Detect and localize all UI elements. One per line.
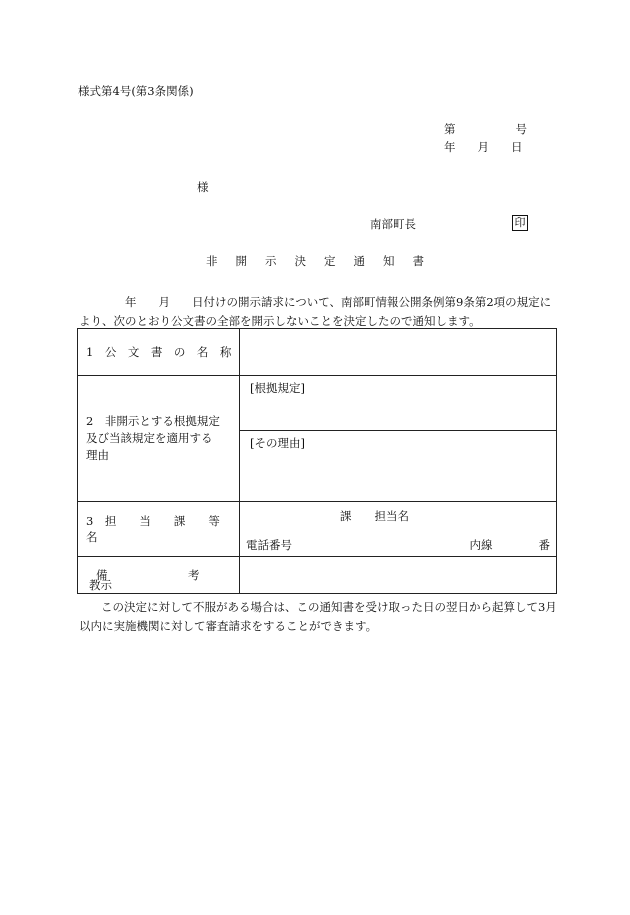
- department-person: 課 担当名: [340, 509, 409, 523]
- document-name-label: 1 公 文 書 の 名 称: [78, 329, 240, 376]
- body-text: 日付けの開示請求について、南部町情報公開条例第9条第2項の規定により、次のとおり公文書の全部を開示しないことを決定したので通知します。: [79, 295, 552, 328]
- title-char: 非: [206, 254, 218, 268]
- notice-text: この決定に対して不服がある場合は、この通知書を受け取った日の翌日から起算して3月以内に実施機関に対して審査請求をすることができます。: [79, 600, 557, 633]
- date-month: 月: [477, 140, 489, 154]
- department-cell: [240, 502, 557, 557]
- reason-cell: [240, 431, 557, 502]
- remarks-label: 備 考: [78, 557, 240, 594]
- remarks-value: [240, 557, 557, 594]
- document-name-value: [240, 329, 557, 376]
- form-number: 様式第4号(第3条関係): [78, 84, 194, 98]
- department-label: 3 担 当 課 等 名: [78, 502, 240, 557]
- phone-label: 電話番号: [246, 538, 292, 552]
- addressee: 様: [197, 180, 209, 194]
- doc-number-suffix: 号: [515, 122, 527, 136]
- reason-label-line: 理由: [86, 448, 109, 462]
- title-char: 定: [324, 254, 336, 268]
- body-paragraph: [79, 293, 559, 331]
- extension-label: 内線 番: [469, 538, 550, 552]
- sender-name: 南部町長: [370, 217, 416, 231]
- details-table: [77, 328, 557, 594]
- reason-label-line: 2 非開示とする根拠規定: [86, 414, 220, 428]
- date-day: 日: [511, 140, 523, 154]
- basis-provision-label: [根拠規定]: [250, 381, 305, 395]
- doc-number-prefix: 第: [444, 122, 456, 136]
- title-char: 開: [235, 254, 247, 268]
- reason-label: [78, 376, 240, 502]
- date-line: [444, 142, 523, 154]
- date-year: 年: [444, 140, 456, 154]
- notice-paragraph: [79, 598, 559, 636]
- body-month: 月: [158, 295, 170, 309]
- reason-sub-label: [その理由]: [250, 436, 305, 450]
- body-year: 年: [125, 295, 137, 309]
- notice-heading: 教示: [89, 578, 112, 592]
- basis-provision-cell: [240, 376, 557, 431]
- document-title: [0, 256, 630, 268]
- title-char: 決: [294, 254, 306, 268]
- title-char: 示: [265, 254, 277, 268]
- reason-label-line: 及び当該規定を適用する: [86, 431, 213, 445]
- document-number-line: [444, 124, 527, 136]
- title-char: 通: [353, 254, 365, 268]
- title-char: 知: [383, 254, 395, 268]
- title-char: 書: [412, 254, 424, 268]
- seal-mark: 印: [512, 215, 528, 231]
